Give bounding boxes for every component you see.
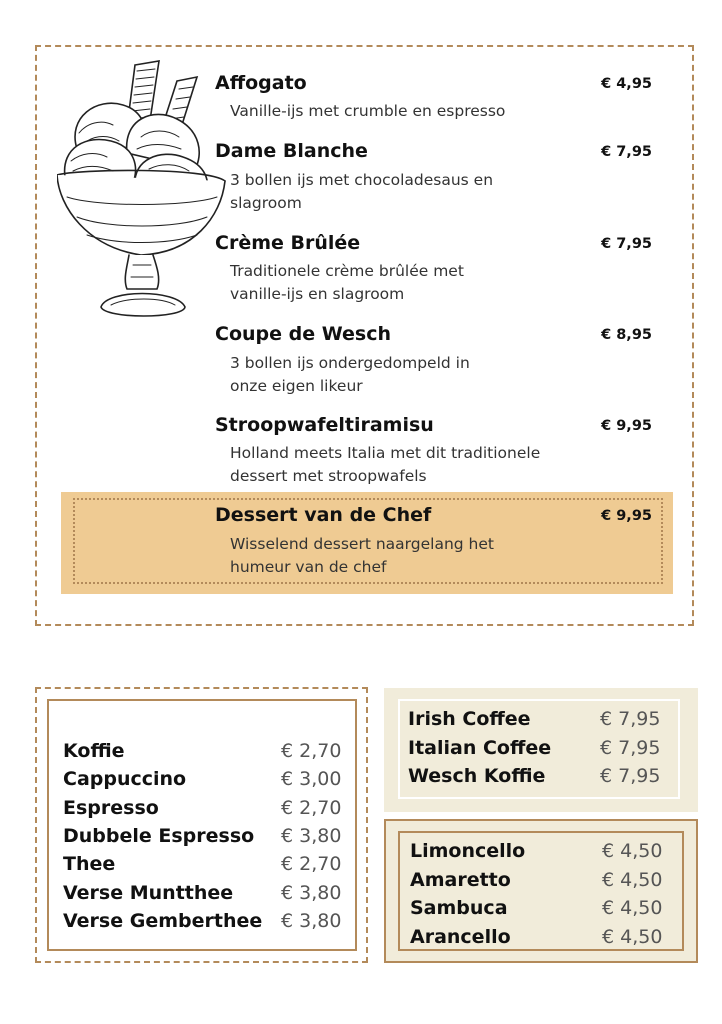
special-coffee-frame [398, 699, 680, 799]
menu-item [49, 879, 355, 907]
item-name: Limoncello [410, 840, 526, 862]
item-name: Italian Coffee [408, 737, 552, 759]
dessert-menu [35, 45, 694, 626]
dessert-description: 3 bollen ijs ondergedompeld in onze eigen likeur [230, 354, 470, 395]
dessert-price: € 7,95 [601, 144, 652, 160]
item-price: € 4,50 [602, 926, 663, 948]
menu-item [400, 762, 678, 790]
menu-item [400, 894, 682, 922]
dessert-description: 3 bollen ijs met chocoladesaus en slagroom [230, 171, 494, 212]
menu-item [400, 837, 682, 865]
dessert-name: Dame Blanche [215, 140, 368, 162]
dessert-name: Affogato [215, 72, 307, 94]
item-price: € 2,70 [281, 740, 342, 762]
item-name: Thee [63, 853, 116, 875]
item-name: Koffie [63, 740, 125, 762]
menu-item [49, 850, 355, 878]
item-name: Dubbele Espresso [63, 825, 255, 847]
special-coffee-menu [384, 688, 698, 812]
item-price: € 3,80 [281, 825, 342, 847]
menu-item [400, 734, 678, 762]
menu-item [400, 705, 678, 733]
item-price: € 7,95 [600, 765, 661, 787]
item-name: Wesch Koffie [408, 765, 546, 787]
menu-item [49, 907, 355, 935]
item-name: Verse Gemberthee [63, 910, 263, 932]
item-name: Arancello [410, 926, 511, 948]
dessert-description: Wisselend dessert naargelang het humeur van de chef [230, 535, 494, 576]
item-price: € 4,50 [602, 897, 663, 919]
dessert-description: Traditionele crème brûlée met vanille-ijs en slagroom [230, 262, 464, 303]
item-price: € 7,95 [600, 737, 661, 759]
dessert-name: Crème Brûlée [215, 232, 361, 254]
item-name: Sambuca [410, 897, 508, 919]
dessert-name: Coupe de Wesch [215, 323, 391, 345]
menu-item [49, 794, 355, 822]
dessert-name: Stroopwafeltiramisu [215, 414, 434, 436]
item-name: Amaretto [410, 869, 511, 891]
item-name: Irish Coffee [408, 708, 531, 730]
menu-item [400, 866, 682, 894]
coffee-tea-frame [47, 699, 357, 951]
dessert-name: Dessert van de Chef [215, 504, 432, 526]
dessert-description: Holland meets Italia met dit traditionele dessert met stroopwafels [230, 444, 541, 485]
item-price: € 4,50 [602, 869, 663, 891]
item-name: Verse Muntthee [63, 882, 234, 904]
dessert-description: Vanille-ijs met crumble en espresso [230, 102, 506, 120]
item-price: € 2,70 [281, 797, 342, 819]
dessert-price: € 9,95 [601, 418, 652, 434]
item-price: € 2,70 [281, 853, 342, 875]
item-price: € 7,95 [600, 708, 661, 730]
menu-item [49, 822, 355, 850]
item-price: € 3,00 [281, 768, 342, 790]
menu-item [400, 923, 682, 951]
ice-cream-sundae-icon [57, 57, 232, 332]
item-price: € 4,50 [602, 840, 663, 862]
dessert-price: € 4,95 [601, 76, 652, 92]
item-name: Espresso [63, 797, 159, 819]
dessert-price: € 9,95 [601, 508, 652, 524]
menu-item [49, 765, 355, 793]
dessert-price: € 8,95 [601, 327, 652, 343]
dessert-price: € 7,95 [601, 236, 652, 252]
item-price: € 3,80 [281, 882, 342, 904]
item-price: € 3,80 [281, 910, 342, 932]
liqueur-frame [398, 831, 684, 951]
item-name: Cappuccino [63, 768, 187, 790]
liqueur-menu [384, 819, 698, 963]
coffee-tea-menu [35, 687, 368, 963]
menu-item [49, 737, 355, 765]
